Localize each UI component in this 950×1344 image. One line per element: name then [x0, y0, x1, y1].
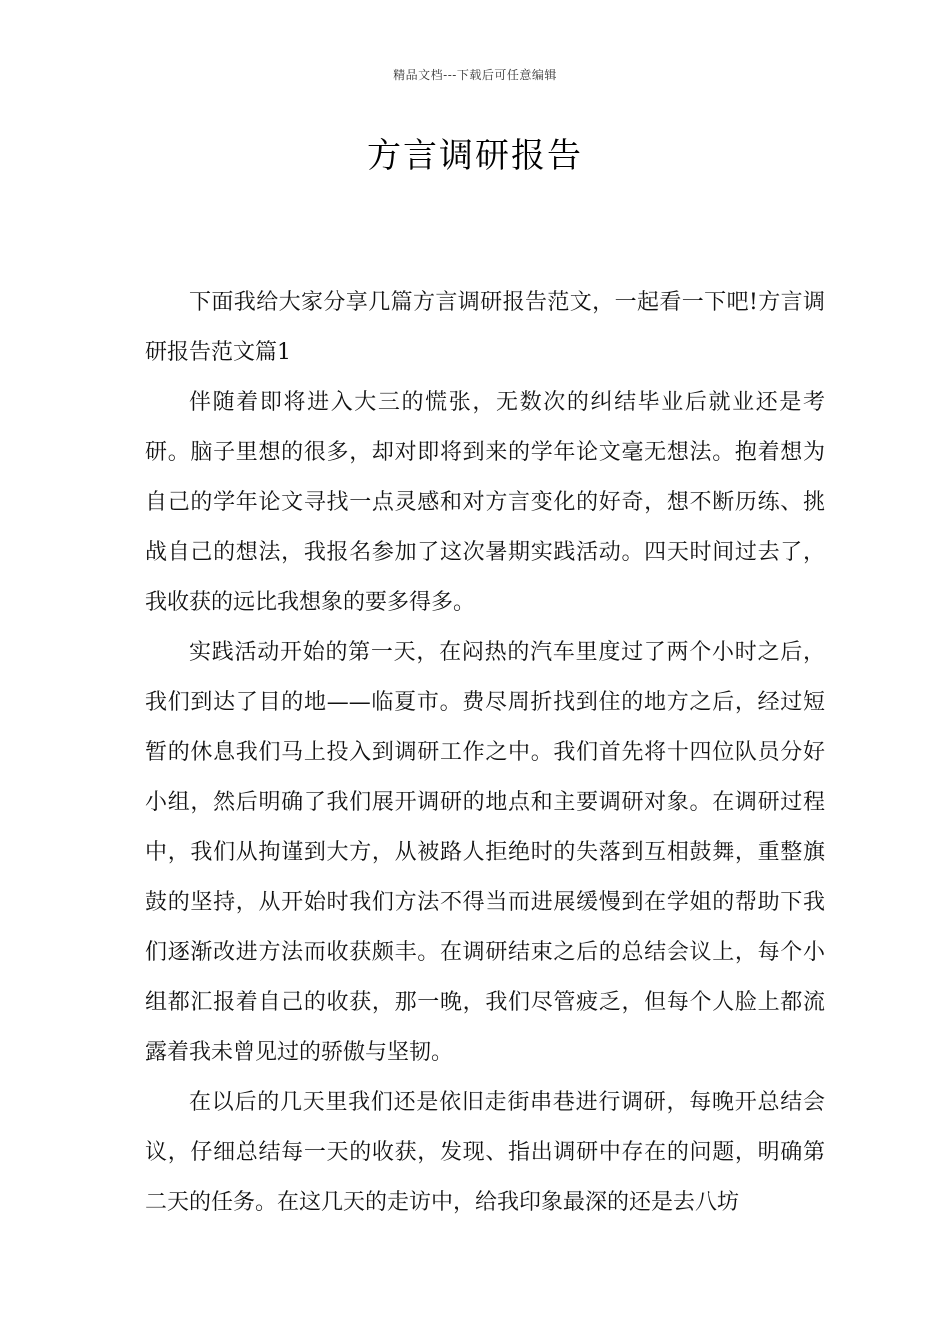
paragraph-4: 在以后的几天里我们还是依旧走街串巷进行调研，每晚开总结会议，仔细总结每一天的收获，发现、指出调研中存在的问题，明确第二天的任务。在这几天的走访中，给我印象最深的还是去八坊: [145, 1090, 825, 1215]
paragraph-2: 伴随着即将进入大三的慌张，无数次的纠结毕业后就业还是考研。脑子里想的很多，却对即将到来的学年论文毫无想法。抱着想为自己的学年论文寻找一点灵感和对方言变化的好奇，想不断历练、挑战自己的想法，我报名参加了这次暑期实践活动。四天时间过去了，我收获的远比我想象的要多得多。: [145, 390, 825, 615]
header-note: 精品文档---下载后可任意编辑: [393, 68, 557, 82]
paragraph-1: 下面我给大家分享几篇方言调研报告范文，一起看一下吧!方言调研报告范文篇1: [145, 290, 825, 365]
document-body: [145, 278, 825, 1228]
paragraph-3: 实践活动开始的第一天，在闷热的汽车里度过了两个小时之后，我们到达了目的地——临夏市。费尽周折找到住的地方之后，经过短暂的休息我们马上投入到调研工作之中。我们首先将十四位队员分好小组，然后明确了我们展开调研的地点和主要调研对象。在调研过程中，我们从拘谨到大方，从被路人拒绝时的失落到互相鼓舞，重整旗鼓的坚持，从开始时我们方法不得当而进展缓慢到在学姐的帮助下我们逐渐改进方法而收获颇丰。在调研结束之后的总结会议上，每个小组都汇报着自己的收获，那一晚，我们尽管疲乏，但每个人脸上都流露着我未曾见过的骄傲与坚韧。: [145, 640, 825, 1065]
document-title: 方言调研报告: [367, 136, 583, 176]
